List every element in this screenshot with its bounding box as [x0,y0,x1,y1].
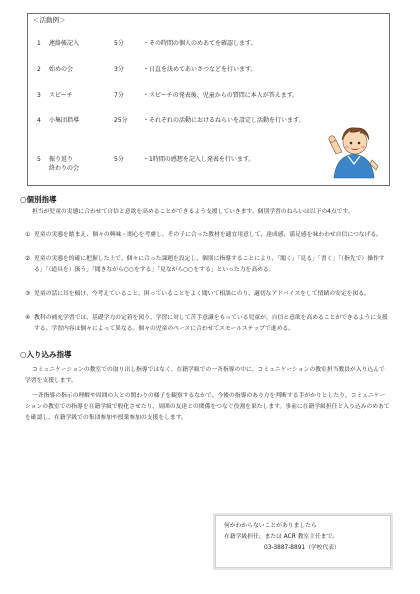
inclusion-paragraph-1: コミュニケーションの教室での取り出し指導ではなく、在籍学級での一斉指導の中に、コミュニケーションの教室担当教員が入り込んで学習を支援します。 [25,367,385,384]
item-text: 児童の話に耳を傾け、今考えていること、困っていることをよく聞いて相談にのり、適切なアドバイスをして情緒の安定を図る。 [34,291,370,297]
activity-description: ・その時間の個人のめあてを確認します。 [143,40,257,47]
activity-box-title: ＜活動例＞ [33,16,66,24]
activity-time: 7分 [114,92,124,99]
activity-name: スピーチ [49,92,73,99]
activity-time: 5分 [114,40,124,47]
activity-time: 5分 [114,156,124,163]
individual-guidance-heading: ○個別指導 [20,195,57,204]
item-number: ③ [25,291,31,297]
contact-line-2: 在籍学級担任、または ACR 教室主任まで。 [224,534,339,540]
activity-description: ・日直を決めてあいさつなどを行います。 [143,66,257,73]
contact-line-1: 何かわからないことがありましたら [224,523,317,529]
activity-time: 3分 [114,66,124,73]
inclusion-guidance-heading: ○入り込み指導 [20,350,72,359]
item-number: ④ [25,315,31,321]
activity-name: 連絡帳記入 [49,40,80,47]
waving-child-illustration [326,120,382,182]
activity-name: 振り返り 終わりの会 [49,156,80,172]
activity-time: 25分 [114,117,128,124]
activity-name: 始めの会 [49,66,74,73]
item-number: ② [25,256,31,262]
contact-box-inner [215,515,391,568]
activity-number: 1 [37,40,41,47]
activity-number: 2 [37,66,41,73]
activity-name: 小集団指導 [49,117,80,124]
inclusion-paragraph-2: 一斉指導の指示の理解や周囲の人との関わりの様子を観察するなかで、今後の指導のあり方を判断する手がかりとしたり、コミュニケーションの教室での指導を在籍学級で般化させたり、周囲の友達との関係をつなぐ役割を果たします。事前に在籍学級担任と入り込みのめあてを確認し、在籍学級での集団参加や授業参加の支援をします。 [25,393,390,421]
item-number: ① [25,232,31,238]
activity-description: ・それぞれの活動におけるねらいを設定し活動を行います。 [143,117,305,124]
individual-intro: 担当が児童の実態に合わせて自信と意欲を高めることができるよう支援していきます。個別学習のねらいは以下の4点です。 [32,209,354,215]
item-text: 教科の補充学習では、基礎学力の定着を図り、学習に対して苦手意識をもっている児童が、自信と意欲を高めることができるように支援する。学習内容は個々によって異なる。個々の児童のペースに合わせてスモールステップで進める。 [34,315,388,332]
item-text: 児童の実態を的確に把握した上で、個々に合った課題を設定し、個別に指導することにより、「聞く」「見る」「書く」「（指先で）操作する」「（道具を）扱う」「聞きながら○○をする」「見ながら○○をする」といった力を高める。 [34,256,385,273]
activity-description: ・スピーチの発表後、児童からの質問に本人が答えます。 [143,92,299,99]
contact-phone: 03-3887-8891（学校代表） [264,545,340,551]
contact-box [213,513,393,570]
activity-number: 5 [37,156,41,163]
activity-number: 4 [37,117,41,124]
activity-description: ・1時間の感想を記入し発表を行います。 [143,156,255,163]
activity-number: 3 [37,92,41,99]
item-text: 児童の実態を踏まえ、個々の興味・関心を考慮し、その子に合った教材を適宜用意して、達成感、満足感を味わわせ自信につなげる。 [34,232,382,238]
